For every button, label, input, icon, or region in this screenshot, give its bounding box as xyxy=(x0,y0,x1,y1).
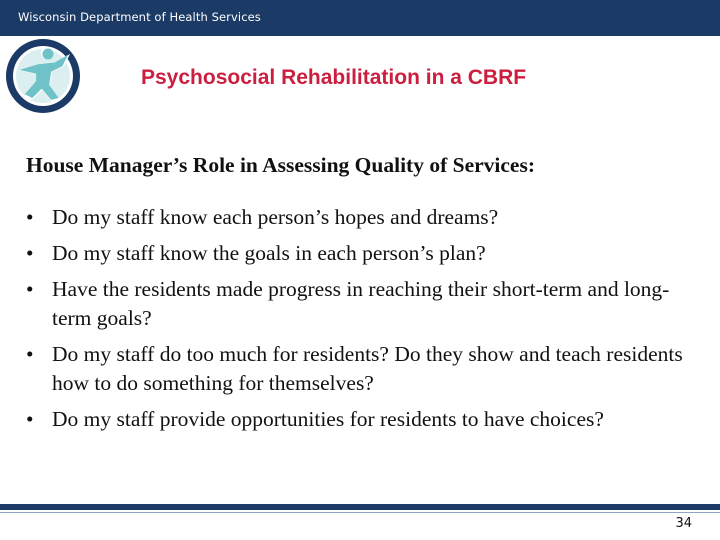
slide-title: Psychosocial Rehabilitation in a CBRF xyxy=(141,66,527,89)
section-heading: House Manager’s Role in Assessing Quality of Services: xyxy=(26,153,535,177)
bullet-text: Do my staff know the goals in each person’s plan? xyxy=(52,241,486,265)
dhs-logo-icon xyxy=(4,34,82,114)
bullet-item xyxy=(26,340,706,398)
bullet-list xyxy=(26,203,706,441)
bullet-text: Do my staff provide opportunities for residents to have choices? xyxy=(52,407,604,431)
bullet-dot-icon: • xyxy=(26,407,34,431)
footer-rule xyxy=(0,504,720,510)
footer-rule-thin xyxy=(0,512,720,513)
bullet-text: Do my staff do too much for residents? Do they show and teach residents how to do something for themselves? xyxy=(52,342,683,395)
bullet-text: Do my staff know each person’s hopes and dreams? xyxy=(52,205,499,229)
bullet-dot-icon: • xyxy=(26,277,34,301)
bullet-dot-icon: • xyxy=(26,342,34,366)
bullet-item xyxy=(26,405,706,434)
org-name: Wisconsin Department of Health Services xyxy=(18,10,261,24)
bullet-text: Have the residents made progress in reaching their short-term and long-term goals? xyxy=(52,277,670,330)
bullet-dot-icon: • xyxy=(26,241,34,265)
page-number: 34 xyxy=(675,516,692,531)
bullet-dot-icon: • xyxy=(26,205,34,229)
header-bar xyxy=(0,0,720,36)
bullet-item xyxy=(26,203,706,232)
bullet-item xyxy=(26,275,706,333)
bullet-item xyxy=(26,239,706,268)
